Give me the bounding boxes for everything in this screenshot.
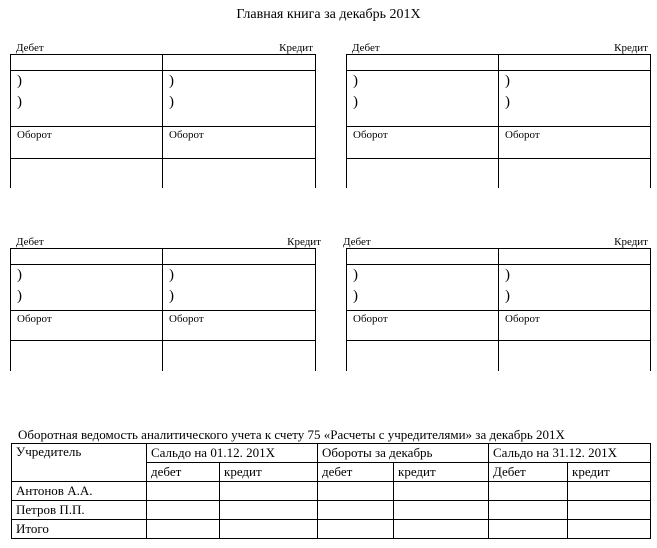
credit-turnover-label: Оборот xyxy=(505,129,540,141)
sub-credit-closing: кредит xyxy=(568,463,651,482)
t-account-3 xyxy=(10,236,321,372)
turnover-statement-table xyxy=(11,443,651,539)
credit-paren-2: ) xyxy=(505,288,510,304)
debit-turnover-label: Оборот xyxy=(17,129,52,141)
credit-paren-2: ) xyxy=(169,94,174,110)
debit-turnover-label: Оборот xyxy=(353,313,388,325)
credit-paren-1: ) xyxy=(169,73,174,89)
sub-debit-turnover: дебет xyxy=(318,463,394,482)
col-turnover-header: Обороты за декабрь xyxy=(318,444,489,463)
debit-paren-2: ) xyxy=(353,94,358,110)
debit-paren-1: ) xyxy=(353,73,358,89)
credit-label: Кредит xyxy=(614,42,648,54)
t-account-4 xyxy=(343,236,650,372)
t-account-grid xyxy=(10,248,316,371)
debit-label: Дебет xyxy=(16,42,44,54)
sub-debit-opening: дебет xyxy=(147,463,220,482)
table-row xyxy=(12,482,651,501)
debit-paren-2: ) xyxy=(353,288,358,304)
col-closing-balance-header: Сальдо на 31.12. 201X xyxy=(489,444,651,463)
credit-paren-1: ) xyxy=(505,267,510,283)
debit-turnover-label: Оборот xyxy=(17,313,52,325)
credit-paren-1: ) xyxy=(169,267,174,283)
credit-label: Кредит xyxy=(614,236,648,248)
credit-paren-1: ) xyxy=(505,73,510,89)
debit-paren-1: ) xyxy=(353,267,358,283)
t-account-grid xyxy=(10,54,316,188)
total-label: Итого xyxy=(12,520,147,539)
t-account-2 xyxy=(346,42,650,188)
credit-turnover-label: Оборот xyxy=(169,313,204,325)
debit-paren-2: ) xyxy=(17,288,22,304)
credit-label: Кредит xyxy=(287,236,321,248)
t-account-grid xyxy=(346,248,651,371)
debit-label: Дебет xyxy=(352,42,380,54)
col-founder-header: Учредитель xyxy=(12,444,147,482)
col-opening-balance-header: Сальдо на 01.12. 201X xyxy=(147,444,318,463)
sub-credit-turnover: кредит xyxy=(394,463,489,482)
credit-turnover-label: Оборот xyxy=(505,313,540,325)
table-row xyxy=(12,520,651,539)
credit-paren-2: ) xyxy=(505,94,510,110)
debit-turnover-label: Оборот xyxy=(353,129,388,141)
sub-debit-closing: Дебет xyxy=(489,463,568,482)
founder-name: Петров П.П. xyxy=(12,501,147,520)
credit-turnover-label: Оборот xyxy=(169,129,204,141)
debit-label: Дебет xyxy=(16,236,44,248)
table-row xyxy=(12,501,651,520)
t-account-grid xyxy=(346,54,651,188)
credit-label: Кредит xyxy=(279,42,313,54)
sub-credit-opening: кредит xyxy=(220,463,318,482)
t-account-1 xyxy=(10,42,315,188)
debit-paren-1: ) xyxy=(17,267,22,283)
debit-label: Дебет xyxy=(343,236,371,248)
debit-paren-2: ) xyxy=(17,94,22,110)
debit-paren-1: ) xyxy=(17,73,22,89)
page-title: Главная книга за декабрь 201X xyxy=(236,7,421,22)
founder-name: Антонов А.А. xyxy=(12,482,147,501)
statement-title: Оборотная ведомость аналитического учета к счету 75 «Расчеты с учредителями» за декабрь 201X xyxy=(18,427,565,442)
credit-paren-2: ) xyxy=(169,288,174,304)
